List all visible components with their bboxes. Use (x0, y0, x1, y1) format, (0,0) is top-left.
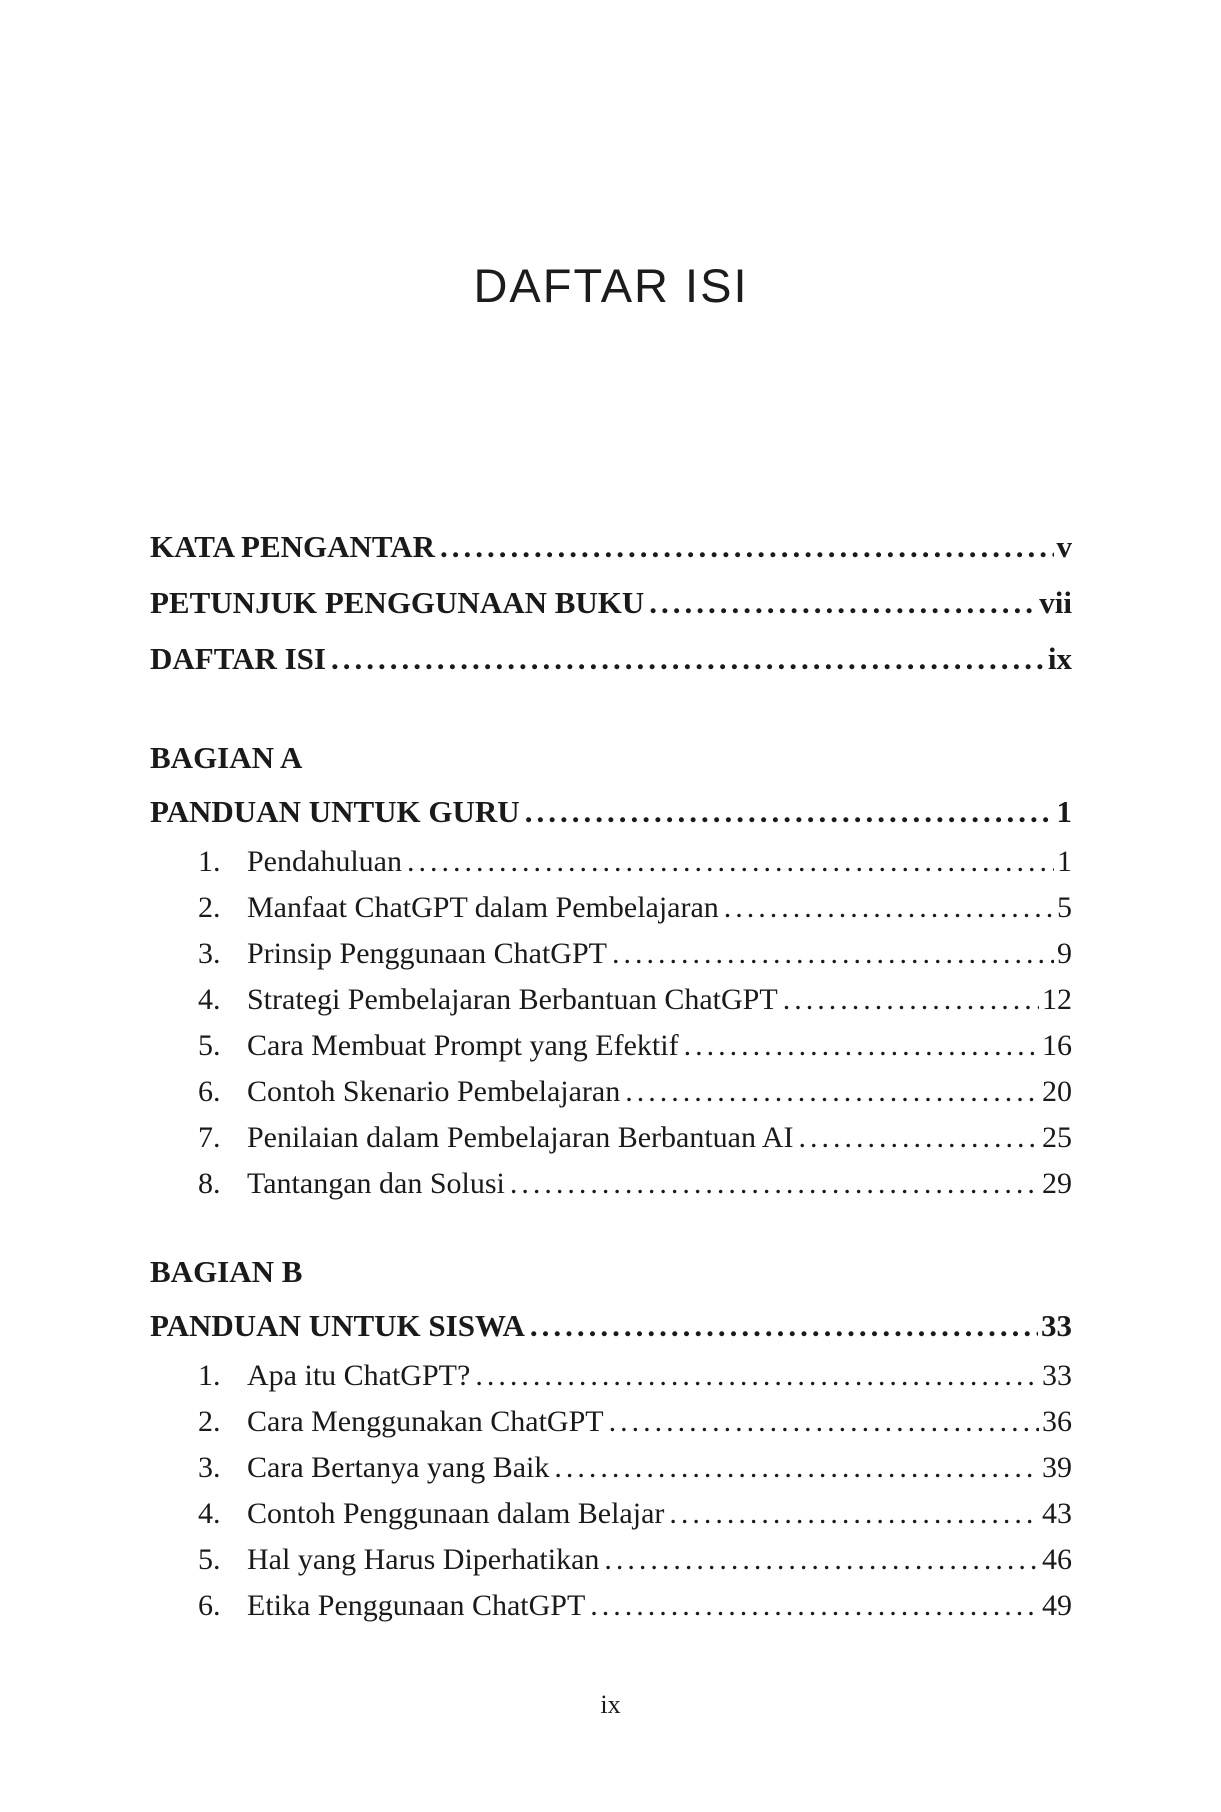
dot-leader (604, 1399, 1039, 1445)
page-number: 25 (1042, 1121, 1072, 1154)
toc-item (150, 1115, 1072, 1161)
toc-item (150, 1399, 1072, 1445)
page-number: 9 (1057, 937, 1072, 970)
dot-leader (520, 785, 1054, 839)
dot-leader (435, 519, 1053, 575)
toc-entry (150, 575, 1072, 631)
toc-entry-label: Strategi Pembelajaran Berbantuan ChatGPT (247, 983, 778, 1016)
toc-item-number: 5. (198, 1543, 221, 1576)
page-number: 29 (1042, 1167, 1072, 1200)
toc-entry-label: KATA PENGANTAR (150, 529, 436, 564)
toc-item (150, 839, 1072, 885)
toc-entry-label: Cara Bertanya yang Baik (247, 1451, 550, 1484)
toc-entry-label: DAFTAR ISI (150, 641, 326, 676)
folio-page-number: ix (600, 1690, 621, 1719)
toc-item-number: 2. (198, 1405, 221, 1438)
dot-leader (549, 1445, 1039, 1491)
page-number: 16 (1042, 1029, 1072, 1062)
page-number: 49 (1042, 1589, 1072, 1622)
toc-entry-label: Cara Membuat Prompt yang Efektif (247, 1029, 679, 1062)
toc-item (150, 1537, 1072, 1583)
page-number: 1 (1056, 794, 1072, 829)
dot-leader (607, 931, 1054, 977)
dot-leader (644, 575, 1036, 631)
dot-leader (719, 885, 1054, 931)
toc-entry (150, 519, 1072, 575)
toc-item-number: 7. (198, 1121, 221, 1154)
toc-item-number: 1. (198, 1359, 221, 1392)
page-number: vii (1039, 585, 1072, 620)
dot-leader (620, 1069, 1039, 1115)
page-number: ix (1047, 641, 1072, 676)
dot-leader (505, 1161, 1039, 1207)
dot-leader (585, 1583, 1039, 1629)
page-number: v (1056, 529, 1072, 564)
toc-entry-label: Cara Menggunakan ChatGPT (247, 1405, 604, 1438)
toc-item (150, 1353, 1072, 1399)
dot-leader (326, 631, 1045, 687)
toc-entry-label: Etika Penggunaan ChatGPT (247, 1589, 586, 1622)
dot-leader (525, 1299, 1038, 1353)
toc-entry-label: Contoh Penggunaan dalam Belajar (247, 1497, 665, 1530)
page-number: 36 (1042, 1405, 1072, 1438)
dot-leader (793, 1115, 1039, 1161)
toc-section-heading (150, 1299, 1072, 1353)
page-number: 1 (1057, 845, 1072, 878)
toc-item-number: 3. (198, 937, 221, 970)
toc-entry-label: Prinsip Penggunaan ChatGPT (247, 937, 607, 970)
page-number: 12 (1042, 983, 1072, 1016)
page-number: 5 (1057, 891, 1072, 924)
toc-item-number: 4. (198, 983, 221, 1016)
toc-section-a (150, 731, 1072, 1207)
toc-entry-label: PANDUAN UNTUK SISWA (150, 1308, 525, 1343)
toc-item-number: 4. (198, 1497, 221, 1530)
toc-item (150, 885, 1072, 931)
dot-leader (679, 1023, 1039, 1069)
toc-section-b (150, 1245, 1072, 1629)
dot-leader (402, 839, 1054, 885)
page-number: 43 (1042, 1497, 1072, 1530)
toc-entry-label: Penilaian dalam Pembelajaran Berbantuan AI (247, 1121, 794, 1154)
toc-entry-label: Pendahuluan (247, 845, 402, 878)
toc-item-number: 1. (198, 845, 221, 878)
front-matter-list (150, 519, 1072, 687)
toc-entry-label: PETUNJUK PENGGUNAAN BUKU (150, 585, 645, 620)
page-number: 20 (1042, 1075, 1072, 1108)
toc-item (150, 1023, 1072, 1069)
page-number: 39 (1042, 1451, 1072, 1484)
toc-part-label: BAGIAN B (150, 1254, 303, 1289)
toc-item (150, 977, 1072, 1023)
toc-entry-label: Contoh Skenario Pembelajaran (247, 1075, 621, 1108)
toc-section-heading (150, 785, 1072, 839)
toc-item-number: 8. (198, 1167, 221, 1200)
toc-entry-label: Manfaat ChatGPT dalam Pembelajaran (247, 891, 719, 924)
page-number: 46 (1042, 1543, 1072, 1576)
toc-item-number: 6. (198, 1075, 221, 1108)
toc-item-number: 6. (198, 1589, 221, 1622)
toc-entry-label: Hal yang Harus Diperhatikan (247, 1543, 600, 1576)
toc-entry (150, 631, 1072, 687)
dot-leader (778, 977, 1039, 1023)
toc-item-number: 2. (198, 891, 221, 924)
dot-leader (664, 1491, 1039, 1537)
toc-item-number: 5. (198, 1029, 221, 1062)
toc-entry-label: Apa itu ChatGPT? (247, 1359, 471, 1392)
toc-item (150, 931, 1072, 977)
page-number: 33 (1041, 1308, 1072, 1343)
toc-item (150, 1583, 1072, 1629)
toc-item (150, 1445, 1072, 1491)
toc-item (150, 1069, 1072, 1115)
toc-entry-label: Tantangan dan Solusi (247, 1167, 505, 1200)
page-title: DAFTAR ISI (473, 259, 749, 312)
dot-leader (599, 1537, 1039, 1583)
toc-item (150, 1491, 1072, 1537)
toc-entry-label: PANDUAN UNTUK GURU (150, 794, 520, 829)
dot-leader (470, 1353, 1039, 1399)
page-number: 33 (1042, 1359, 1072, 1392)
toc-item (150, 1161, 1072, 1207)
toc-part-label: BAGIAN A (150, 740, 303, 775)
toc-item-number: 3. (198, 1451, 221, 1484)
